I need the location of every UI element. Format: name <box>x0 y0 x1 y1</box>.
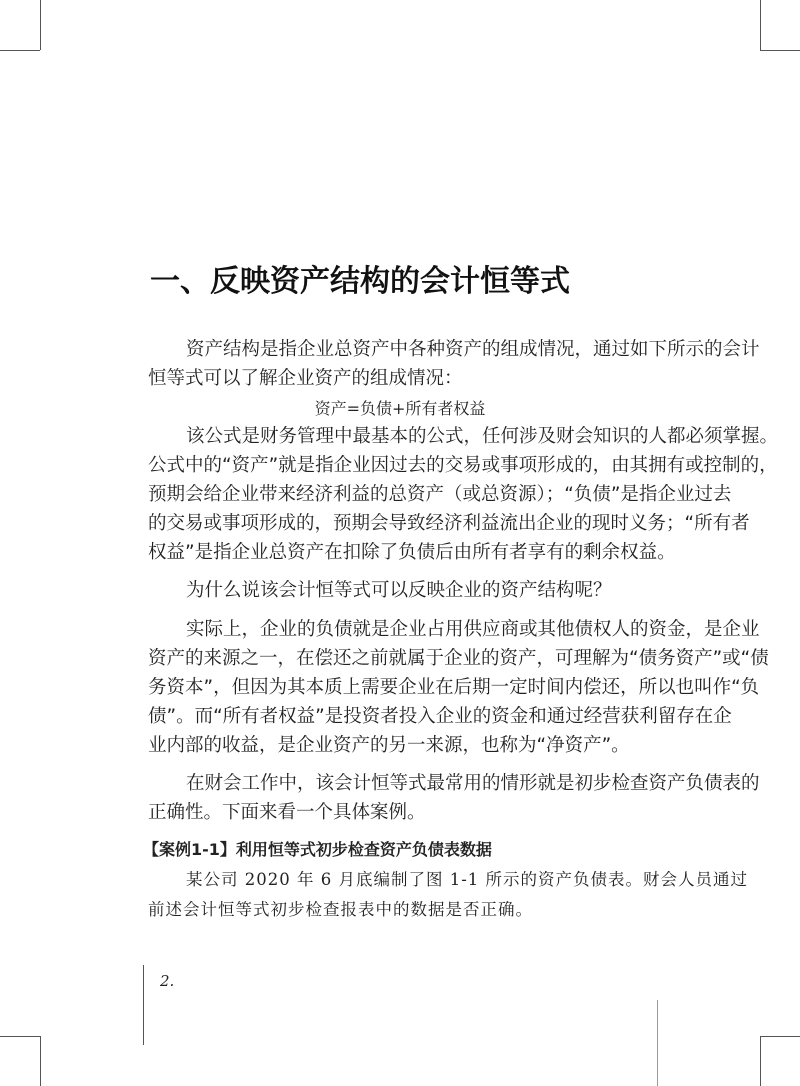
paragraph-line: 务资本”，但因为其本质上需要企业在后期一定时间内偿还，所以也叫作“负 <box>148 677 760 698</box>
crop-mark <box>0 1036 40 1037</box>
paragraph-line: 恒等式可以了解企业资产的组成情况： <box>148 368 463 389</box>
paragraph-line: 权益”是指企业总资产在扣除了负债后由所有者享有的剩余权益。 <box>148 542 676 563</box>
paragraph-line: 资产的来源之一，在偿还之前就属于企业的资产，可理解为“债务资产”或“债 <box>148 648 769 669</box>
page-number: 2. <box>160 972 175 990</box>
crop-mark <box>760 0 761 50</box>
paragraph-line: 该公式是财务管理中最基本的公式，任何涉及财会知识的人都必须掌握。 <box>186 426 779 447</box>
paragraph-line: 预期会给企业带来经济利益的总资产（或总资源）；“负债”是指企业过去 <box>148 484 732 505</box>
crop-mark <box>760 1036 761 1086</box>
crop-mark <box>760 50 800 51</box>
crop-mark <box>0 50 40 51</box>
paragraph-line: 公式中的“资产”就是指企业因过去的交易或事项形成的，由其拥有或控制的， <box>148 455 778 476</box>
paragraph-line: 资产结构是指企业总资产中各种资产的组成情况，通过如下所示的会计 <box>186 339 760 360</box>
case-heading: 【案例1-1】利用恒等式初步检查资产负债表数据 <box>143 840 492 859</box>
case-text-line: 前述会计恒等式初步检查报表中的数据是否正确。 <box>148 900 533 919</box>
crop-mark <box>760 1036 800 1037</box>
case-text-line: 某公司 2020 年 6 月底编制了图 1-1 所示的资产负债表。财会人员通过 <box>186 870 749 889</box>
paragraph-line: 业内部的收益，是企业资产的另一来源，也称为“净资产”。 <box>148 735 630 756</box>
margin-rule <box>657 1000 658 1086</box>
paragraph-line: 正确性。下面来看一个具体案例。 <box>148 802 426 823</box>
paragraph-line: 为什么说该会计恒等式可以反映企业的资产结构呢？ <box>186 580 612 601</box>
formula: 资产=负债+所有者权益 <box>314 399 486 418</box>
paragraph-line: 债”。而“所有者权益”是投资者投入企业的资金和通过经营获利留存在企 <box>148 706 732 727</box>
crop-mark <box>40 1036 41 1086</box>
paragraph-line: 在财会工作中，该会计恒等式最常用的情形就是初步检查资产负债表的 <box>186 773 760 794</box>
crop-mark <box>40 0 41 50</box>
margin-rule <box>143 965 144 1045</box>
section-title: 一、反映资产结构的会计恒等式 <box>150 264 570 299</box>
paragraph-line: 的交易或事项形成的，预期会导致经济利益流出企业的现时义务；“所有者 <box>148 513 750 534</box>
paragraph-line: 实际上，企业的负债就是企业占用供应商或其他债权人的资金，是企业 <box>186 619 760 640</box>
